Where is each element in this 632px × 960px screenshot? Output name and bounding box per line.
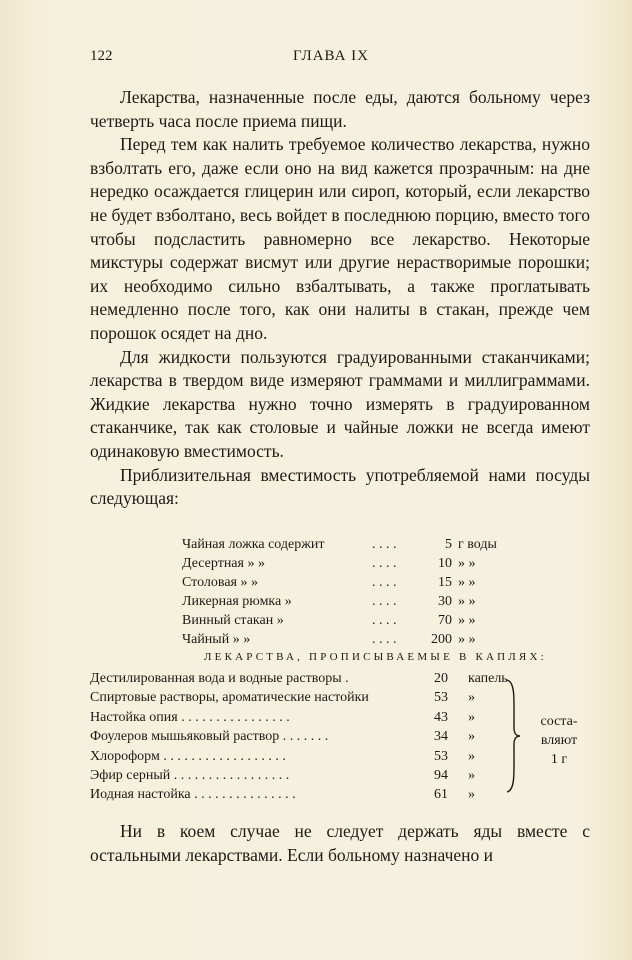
vessel-name: Чайный » » (182, 632, 251, 647)
capacity-row (182, 573, 512, 592)
capacity-row (182, 592, 512, 611)
drops-value: 94 (434, 767, 448, 783)
capacity-row (182, 535, 512, 554)
leader-dots: . . . . (372, 556, 397, 571)
closing-text (90, 820, 590, 867)
leader-dots: . . . . (372, 632, 397, 647)
medicine-name: Дестилированная вода и водные растворы . (90, 671, 349, 686)
capacity-value: 10 (438, 556, 452, 571)
leader-dots: . . . . (372, 594, 397, 609)
brace-note-line: соста- (540, 714, 578, 729)
vessel-name: Десертная » » (182, 556, 265, 571)
vessel-name: Столовая » » (182, 575, 258, 590)
paragraph: Лекарства, назначенные после еды, даются больному через четверть часа после приема пищи. (90, 87, 590, 131)
drops-unit: » (468, 787, 475, 803)
running-header (90, 48, 592, 72)
medicine-name: Настойка опия . . . . . . . . . . . . . . . . (90, 709, 290, 725)
drops-row (90, 727, 600, 746)
drops-value: 43 (434, 709, 448, 725)
capacity-unit: » » (458, 575, 476, 590)
chapter-title: ГЛАВА IX (292, 48, 370, 64)
curly-brace-icon (505, 678, 521, 794)
drops-value: 53 (434, 690, 448, 706)
medicine-name: Спиртовые растворы, ароматические настойки (90, 690, 369, 706)
capacity-unit: » » (458, 594, 476, 609)
drops-heading: ЛЕКАРСТВА, ПРОПИСЫВАЕМЫЕ В КАПЛЯХ: (204, 651, 547, 663)
capacity-row (182, 554, 512, 573)
capacity-row (182, 630, 512, 649)
medicine-name: Хлороформ . . . . . . . . . . . . . . . . . . (90, 748, 286, 764)
brace-note-line: вляют (540, 733, 578, 748)
capacity-value: 5 (445, 537, 452, 552)
drops-row (90, 785, 600, 804)
vessel-name: Чайная ложка содержит (182, 537, 325, 552)
capacity-value: 15 (438, 575, 452, 590)
drops-unit: » (468, 709, 475, 725)
drops-table (90, 669, 600, 805)
paragraph: Ни в коем случае не следует держать яды вместе с остальными лекарствами. Если больному назначено и (90, 821, 590, 865)
drops-row (90, 688, 600, 707)
drops-unit: » (468, 729, 475, 745)
capacity-unit: » » (458, 556, 476, 571)
leader-dots: . . . . (372, 613, 397, 628)
drops-value: 34 (434, 729, 448, 745)
page-number: 122 (90, 48, 113, 64)
drops-row (90, 708, 600, 727)
drops-value: 20 (434, 671, 448, 686)
paragraph: Приблизительная вместимость употребляемой нами посуды следующая: (90, 464, 590, 509)
drops-value: 53 (434, 748, 448, 764)
drops-unit: » (468, 690, 475, 706)
capacity-table (182, 535, 512, 649)
vessel-name: Ликерная рюмка » (182, 594, 292, 609)
capacity-value: 70 (438, 613, 452, 628)
capacity-row (182, 611, 512, 630)
paragraph: Для жидкости пользуются градуированными стаканчиками; лекарства в твердом виде измеряют граммами и миллиграммами. Жидкие лекарства нужно точно измерять в градуированном стаканчике, так как столовые и чайные ложки не всегда имеют одинаковую вместимость. (90, 346, 590, 461)
leader-dots: . . . . (372, 537, 397, 552)
drops-row (90, 766, 600, 785)
medicine-name: Иодная настойка . . . . . . . . . . . . . . . (90, 787, 296, 803)
capacity-unit: » » (458, 613, 476, 628)
paragraph: Перед тем как налить требуемое количество лекарства, нужно взболтать его, даже если оно на вид кажется прозрачным: на дне нередко осаждается глицерин или сироп, который, если лекарство не будет взболтано, весь войдет в последнюю порцию, вместо того чтобы подсластить равномерно все лекарство. Некоторые микстуры содержат висмут или другие нерастворимые порошки; их необходимо сильно взбалтывать, а также проглатывать немедленно после того, как они налиты в стакан, прежде чем порошок осядет на дно. (90, 134, 590, 343)
drops-row (90, 669, 600, 688)
vessel-name: Винный стакан » (182, 613, 284, 628)
drops-unit: » (468, 767, 475, 783)
capacity-unit: » » (458, 632, 476, 647)
capacity-unit: г воды (458, 537, 497, 552)
drops-unit: капель (468, 671, 508, 686)
medicine-name: Эфир серный . . . . . . . . . . . . . . . . . (90, 767, 290, 783)
leader-dots: . . . . (372, 575, 397, 590)
drops-unit: » (468, 748, 475, 764)
main-text (90, 86, 590, 511)
drops-row (90, 747, 600, 766)
medicine-name: Фоулеров мышьяковый раствор . . . . . . . (90, 729, 329, 745)
brace-note (527, 712, 591, 769)
capacity-value: 30 (438, 594, 452, 609)
capacity-value: 200 (431, 632, 452, 647)
drops-value: 61 (434, 787, 448, 803)
brace-note-line: 1 г (550, 752, 568, 767)
